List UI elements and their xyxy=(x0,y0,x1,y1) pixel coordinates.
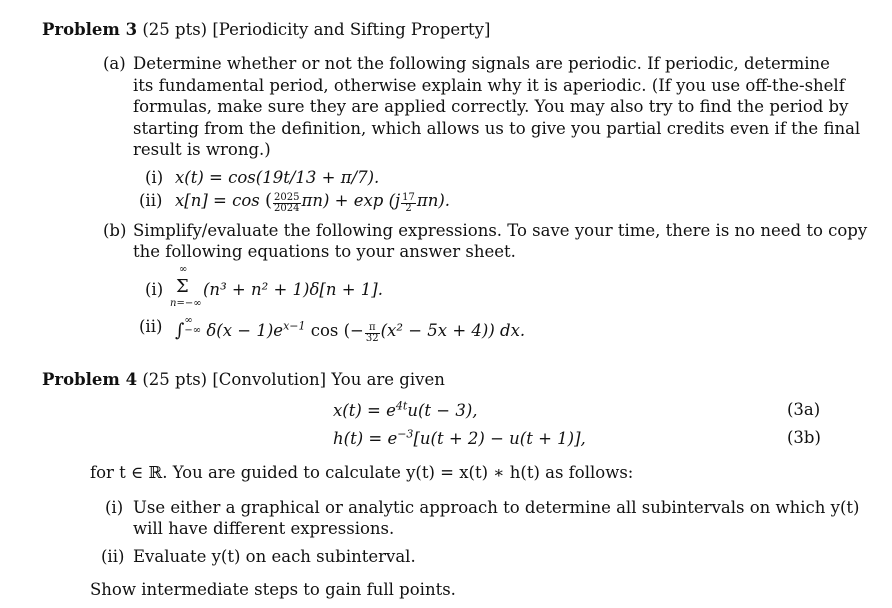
part-a-ii-fraction-1 xyxy=(273,193,300,214)
part-b-text-line-1: Simplify/evaluate the following expressions. To save your time, there is no need to copy xyxy=(133,221,868,240)
part-a-ii-fraction-2 xyxy=(401,193,416,214)
problem-3-title: Problem 3 xyxy=(42,20,138,39)
problem-4-ii-label: (ii) xyxy=(101,547,125,566)
fraction-numerator: π xyxy=(365,323,380,334)
part-a-text-line-5: result is wrong.) xyxy=(133,140,271,159)
problem-4-i-text-line-2: will have different expressions. xyxy=(133,519,395,538)
problem-4-ii-text: Evaluate y(t) on each subinterval. xyxy=(133,547,416,566)
equation-3a xyxy=(333,400,478,421)
summation-icon: Σ xyxy=(176,276,189,297)
equation-3b xyxy=(333,428,586,449)
fraction-1-numerator: 2025 xyxy=(274,191,300,203)
part-b-i-label: (i) xyxy=(145,280,164,299)
part-a-text-line-2: its fundamental period, otherwise explain why it is aperiodic. (If you use off-the-shelf xyxy=(133,76,845,95)
fraction-2-numerator: 17 xyxy=(402,191,415,203)
sum-upper-limit: ∞ xyxy=(179,264,188,275)
part-a-ii-lhs: x[n] = cos xyxy=(175,191,260,210)
equation-3b-rhs: [u(t + 2) − u(t + 1)], xyxy=(413,429,586,448)
problem-4-title: Problem 4 xyxy=(42,370,138,389)
part-b-text-line-2: the following equations to your answer sheet. xyxy=(133,242,516,261)
equation-3a-lhs: x(t) = e xyxy=(333,401,396,420)
part-a-ii-label: (ii) xyxy=(139,191,163,210)
problem-4-intro: You are given xyxy=(331,370,445,389)
part-a-text-line-4: starting from the definition, which allows us to give you partial credits even if the final xyxy=(133,119,861,138)
part-b-ii-fraction xyxy=(365,323,380,344)
part-a-ii-end: πn). xyxy=(416,191,451,210)
integral-lower-limit: −∞ xyxy=(184,325,202,336)
integral-icon: ∫ xyxy=(175,320,185,341)
fraction-denominator: 32 xyxy=(365,332,379,344)
fraction-2-denominator: 2 xyxy=(405,202,412,214)
part-a-i-expression: x(t) = cos(19t/13 + π/7). xyxy=(175,168,380,187)
part-b-i-expression: (n³ + n² + 1)δ[n + 1]. xyxy=(203,280,383,299)
problem-3-points: (25 pts) xyxy=(142,20,208,39)
fraction-1-denominator: 2024 xyxy=(274,202,300,214)
equation-3b-lhs: h(t) = e xyxy=(333,429,398,448)
part-b-label: (b) xyxy=(103,221,127,240)
part-b-ii-term-1: δ(x − 1)e xyxy=(206,321,284,340)
equation-3a-number: (3a) xyxy=(787,400,821,419)
problem-4-topic: [Convolution] xyxy=(212,370,327,389)
problem-3-header xyxy=(42,19,490,40)
equation-3a-rhs: u(t − 3), xyxy=(407,401,478,420)
part-b-ii-label: (ii) xyxy=(139,317,163,336)
problem-4-header xyxy=(42,369,445,390)
part-a-text-line-3: formulas, make sure they are applied correctly. You may also try to find the period by xyxy=(133,97,849,116)
part-a-ii-middle: πn) + exp (j xyxy=(301,191,401,210)
problem-4-footer: Show intermediate steps to gain full points. xyxy=(90,580,456,599)
problem-3-topic: [Periodicity and Sifting Property] xyxy=(212,20,491,39)
part-b-ii-term-3: (x² − 5x + 4)) dx. xyxy=(380,321,526,340)
part-b-ii-expression xyxy=(175,316,525,344)
problem-4-i-text-line-1: Use either a graphical or analytic approach to determine all subintervals on which y(t) xyxy=(133,498,860,517)
part-a-ii-expression: x[n] = cos ( $\frac{2025}{2024}$ πn) + exp (j $\frac{17}{2}$ πn). xyxy=(175,190,451,214)
part-b-ii-exponent: x−1 xyxy=(283,319,306,333)
part-a-text-line-1: Determine whether or not the following signals are periodic. If periodic, determine xyxy=(133,54,830,73)
part-a-i-label: (i) xyxy=(145,168,164,187)
equation-3b-exponent: −3 xyxy=(397,427,414,441)
integral-upper-limit: ∞ xyxy=(184,315,193,326)
part-b-ii-term-2: cos (− xyxy=(310,321,364,340)
equation-3b-number: (3b) xyxy=(787,428,821,447)
part-a-label: (a) xyxy=(103,54,126,73)
problem-4-points: (25 pts) xyxy=(142,370,208,389)
equation-3a-exponent: 4t xyxy=(395,399,408,413)
sum-lower-limit: n=−∞ xyxy=(170,298,202,309)
problem-4-for-line: for t ∈ ℝ. You are guided to calculate y(t) = x(t) ∗ h(t) as follows: xyxy=(90,463,634,482)
problem-4-i-label: (i) xyxy=(105,498,124,517)
